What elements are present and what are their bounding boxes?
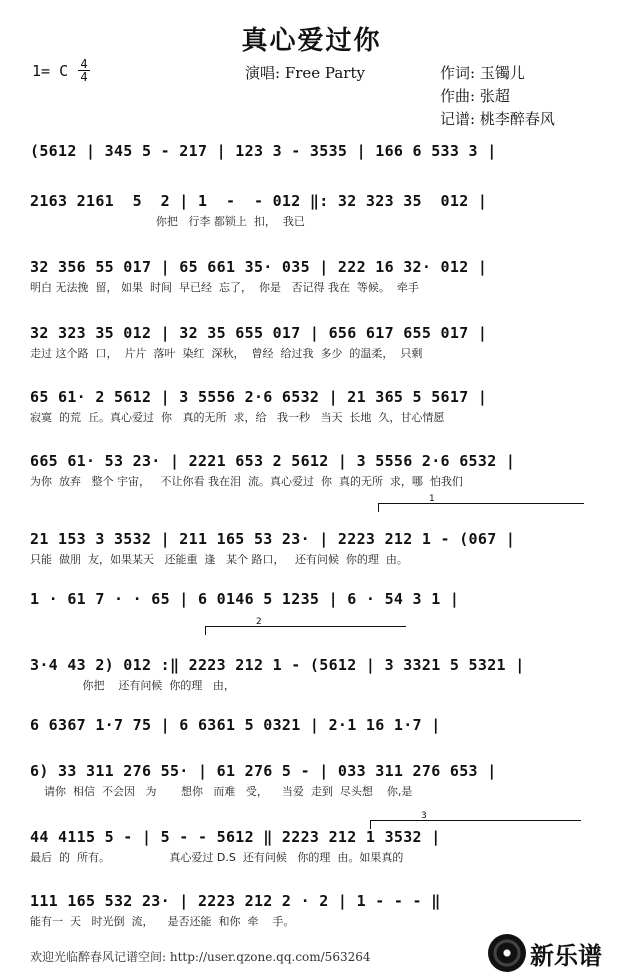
time-signature-bottom: 4 xyxy=(80,70,88,84)
notation-line: 3·4 43 2) 012 :‖ 2223 212 1 - (5612 | 3 3321 5 5321 | xyxy=(30,656,525,674)
notation-line: 21 153 3 3532 | 211 165 53 23· | 2223 212 1 - (067 | xyxy=(30,530,516,548)
footer-url-text: 欢迎光临醉春风记谱空间: http://user.qzone.qq.com/563264 xyxy=(30,950,371,964)
notation-line: 32 323 35 012 | 32 35 655 017 | 656 617 655 017 | xyxy=(30,324,488,342)
lyric-line: 你把 还有问候 你的理 由， xyxy=(30,679,235,692)
notation-line: 665 61· 53 23· | 2221 653 2 5612 | 3 5556 2·6 6532 | xyxy=(30,452,516,470)
time-signature-top: 4 xyxy=(78,58,90,71)
notation-line: 1 · 61 7 · · 65 | 6 0146 5 1235 | 6 · 54 3 1 | xyxy=(30,590,460,608)
score-line-9 xyxy=(30,656,590,693)
lyric-line: 为你 放弃 整个 宇宙， 不让你看 我在泪 流。真心爱过 你 真的无所 求，哪 怕我们 xyxy=(30,475,463,488)
transcriber-credit: 记谱: 桃李醉春风 xyxy=(440,110,555,128)
notation-line: 111 165 532 23· | 2223 212 2 · 2 | 1 - - - ‖ xyxy=(30,892,441,910)
volta-label: 3 xyxy=(421,811,427,821)
volta-label: 2 xyxy=(256,617,262,627)
site-logo-text: 新乐谱 xyxy=(530,942,602,970)
score-line-11 xyxy=(30,762,590,799)
score-line-8 xyxy=(30,590,590,613)
notation-line: 65 61· 2 5612 | 3 5556 2·6 6532 | 21 365 5 5617 | xyxy=(30,388,488,406)
composer-credit: 作曲: 张超 xyxy=(440,87,510,105)
lyric-line: 走过 这个路 口， 片片 落叶 染红 深秋， 曾经 给过我 多少 的温柔， 只剩 xyxy=(30,347,423,360)
notation-line: 2163 2161 5 2 | 1 - - 012 ‖: 32 323 35 012 | xyxy=(30,192,488,210)
volta-bracket-1 xyxy=(378,494,584,512)
song-title: 真心爱过你 xyxy=(241,26,382,56)
lyric-line: 最后 的 所有。 真心爱过 D.S 还有问候 你的理 由。如果真的 xyxy=(30,851,404,864)
lyric-line: 只能 做朋 友，如果某天 还能重 逢 某个 路口， 还有问候 你的理 由。 xyxy=(30,553,408,566)
score-line-10 xyxy=(30,716,590,739)
lyric-line: 能有一 天 时光倒 流， 是否还能 和你 牵 手。 xyxy=(30,915,295,928)
credits-block xyxy=(440,62,555,131)
singer-credit: 演唱: Free Party xyxy=(245,64,365,82)
key-signature: 1= C xyxy=(32,62,69,80)
site-logo xyxy=(486,930,614,974)
score-line-1 xyxy=(30,142,590,165)
lyric-line: 请你 相信 不会因 为 想你 而难 受， 当爱 走到 尽头想 你,是 xyxy=(30,785,413,798)
volta-label: 1 xyxy=(429,494,435,504)
score-line-7 xyxy=(30,530,590,567)
score-line-3 xyxy=(30,258,590,295)
vinyl-disc-icon xyxy=(488,934,526,972)
notation-line: 32 356 55 017 | 65 661 35· 035 | 222 16 32· 012 | xyxy=(30,258,488,276)
notation-line: 44 4115 5 - | 5 - - 5612 ‖ 2223 212 1 3532 | xyxy=(30,828,441,846)
score-line-12 xyxy=(30,828,590,865)
lyricist-credit: 作词: 玉镯儿 xyxy=(440,64,525,82)
notation-line: 6) 33 311 276 55· | 61 276 5 - | 033 311 276 653 | xyxy=(30,762,497,780)
time-signature xyxy=(78,58,90,83)
score-line-2 xyxy=(30,192,590,229)
lyric-line: 你把 行李 都锁上 扣， 我已 xyxy=(30,215,305,228)
score-line-4 xyxy=(30,324,590,361)
notation-line: (5612 | 345 5 - 217 | 123 3 - 3535 | 166 6 533 3 | xyxy=(30,142,497,160)
volta-bracket-2 xyxy=(205,617,406,635)
score-line-5 xyxy=(30,388,590,425)
lyric-line: 寂寞 的荒 丘。真心爱过 你 真的无所 求，给 我一秒 当天 长地 久，甘心情愿 xyxy=(30,411,445,424)
notation-line: 6 6367 1·7 75 | 6 6361 5 0321 | 2·1 16 1·7 | xyxy=(30,716,441,734)
score-line-13 xyxy=(30,892,590,929)
score-line-6 xyxy=(30,452,590,489)
lyric-line: 明白 无法挽 留， 如果 时间 早已经 忘了， 你是 否记得 我在 等候。 牵手 xyxy=(30,281,419,294)
